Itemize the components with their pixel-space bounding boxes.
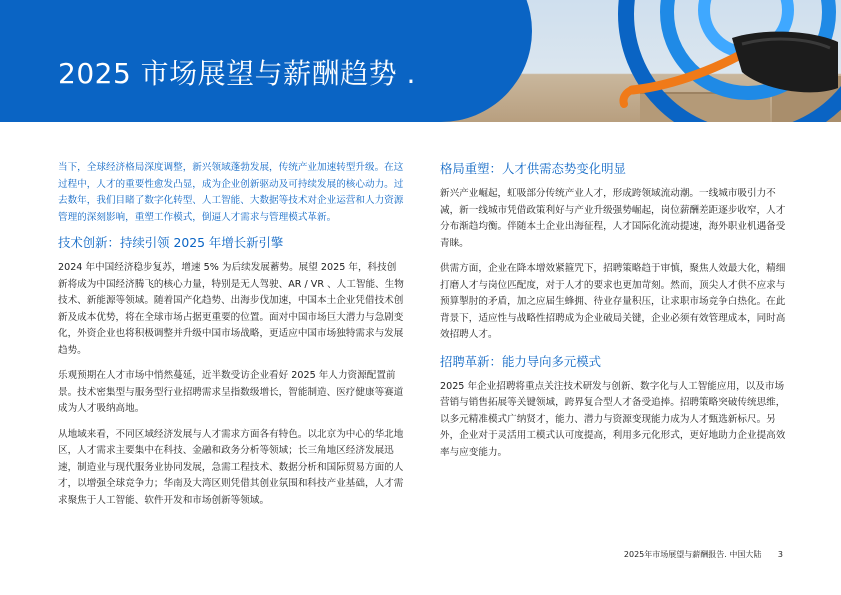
body-paragraph: 2024 年中国经济稳步复苏，增速 5% 为后续发展蓄势。展望 2025 年，科技创新将成为中国经济腾飞的核心力量，特别是无人驾驶、AR / VR 、人工智能、生物技术、新能源等领域。随着国产化趋势、出海步伐加速，中国本土企业凭借技术创新及成本优势，将在全球市场占据更重要的位置。面对中国市场巨大潜力与急剧变化，外资企业也将积极调整并升级中国市场战略，更适应中国市场独特需求与发展趋势。 [58,262,404,356]
right-column [440,160,786,470]
body-paragraph: 新兴产业崛起，虹吸部分传统产业人才，形成跨领域流动潮。一线城市吸引力不减，新一线城市凭借政策利好与产业升级强势崛起，岗位薪酬差距逐步收窄，人才分布渐趋均衡。伴随本土企业出海征程，人才国际化流动提速，海外职业机遇备受青睐。 [440,188,786,249]
body-paragraph: 乐观预期在人才市场中悄然蔓延，近半数受访企业看好 2025 年人力资源配置前景。技术密集型与服务型行业招聘需求呈指数级增长，智能制造、医疗健康等赛道成为人才吸纳高地。 [58,370,404,414]
section-heading-tech-innovation: 技术创新：持续引领 2025 年增长新引擎 [58,235,284,250]
body-paragraph: 2025 年企业招聘将重点关注技术研发与创新、数字化与人工智能应用，以及市场营销与销售拓展等关键领域，跨界复合型人才备受追捧。招聘策略突破传统思维，以多元精准模式广纳贤才，能力、潜力与资源变现能力成为人才甄选新标尺。另外，企业对于灵活用工模式认可度提高，利用多元化形式，更好地助力企业提高效率与应变能力。 [440,380,786,458]
header-banner [0,0,841,122]
sunglasses-illustration [612,28,841,122]
body-paragraph: 供需方面，企业在降本增效紧箍咒下，招聘策略趋于审慎，聚焦人效最大化，精细打磨人才与岗位匹配度，对于人才的要求也更加苛刻。然而，顶尖人才供不应求与预算掣肘的矛盾，加之应届生蜂拥、待业存量积压，让求职市场竞争白热化。在此背景下，适应性与战略性招聘成为企业破局关键，企业必须有效管理成本，同时高效招聘人才。 [440,263,786,340]
section-heading-recruitment: 招聘革新：能力导向多元模式 [440,353,602,369]
page-number: 3 [777,550,783,559]
body-paragraph: 从地域来看，不同区域经济发展与人才需求方面各有特色。以北京为中心的华北地区，人才需求主要集中在科技、金融和政务分析等领域；长三角地区经济发展迅速，制造业与现代服务业协同发展，急需工程技术、数据分析和国际贸易方面的人才，以增强全球竞争力；华南及大湾区则凭借其创业氛围和科技产业基础，人才需求聚焦于人工智能、软件开发和市场创新等领域。 [58,428,404,506]
page-footer [624,549,783,560]
footer-report-name: 2025年市场展望与薪酬报告. [623,550,727,559]
footer-region: 中国大陆 [729,550,762,559]
left-column [58,160,404,518]
page-title: 2025 市场展望与薪酬趋势 . [58,57,416,90]
intro-paragraph: 当下，全球经济格局深度调整，新兴领域蓬勃发展，传统产业加速转型升级。在这过程中，人才的重要性愈发凸显，成为企业创新驱动及可持续发展的核心动力。过去数年，我们目睹了数字化转型、人工智能、大数据等技术对企业运营和人力资源管理的深刻影响，重塑工作模式，倒逼人才需求与管理模式革新。 [58,162,404,223]
section-heading-talent-landscape: 格局重塑：人才供需态势变化明显 [440,161,626,176]
